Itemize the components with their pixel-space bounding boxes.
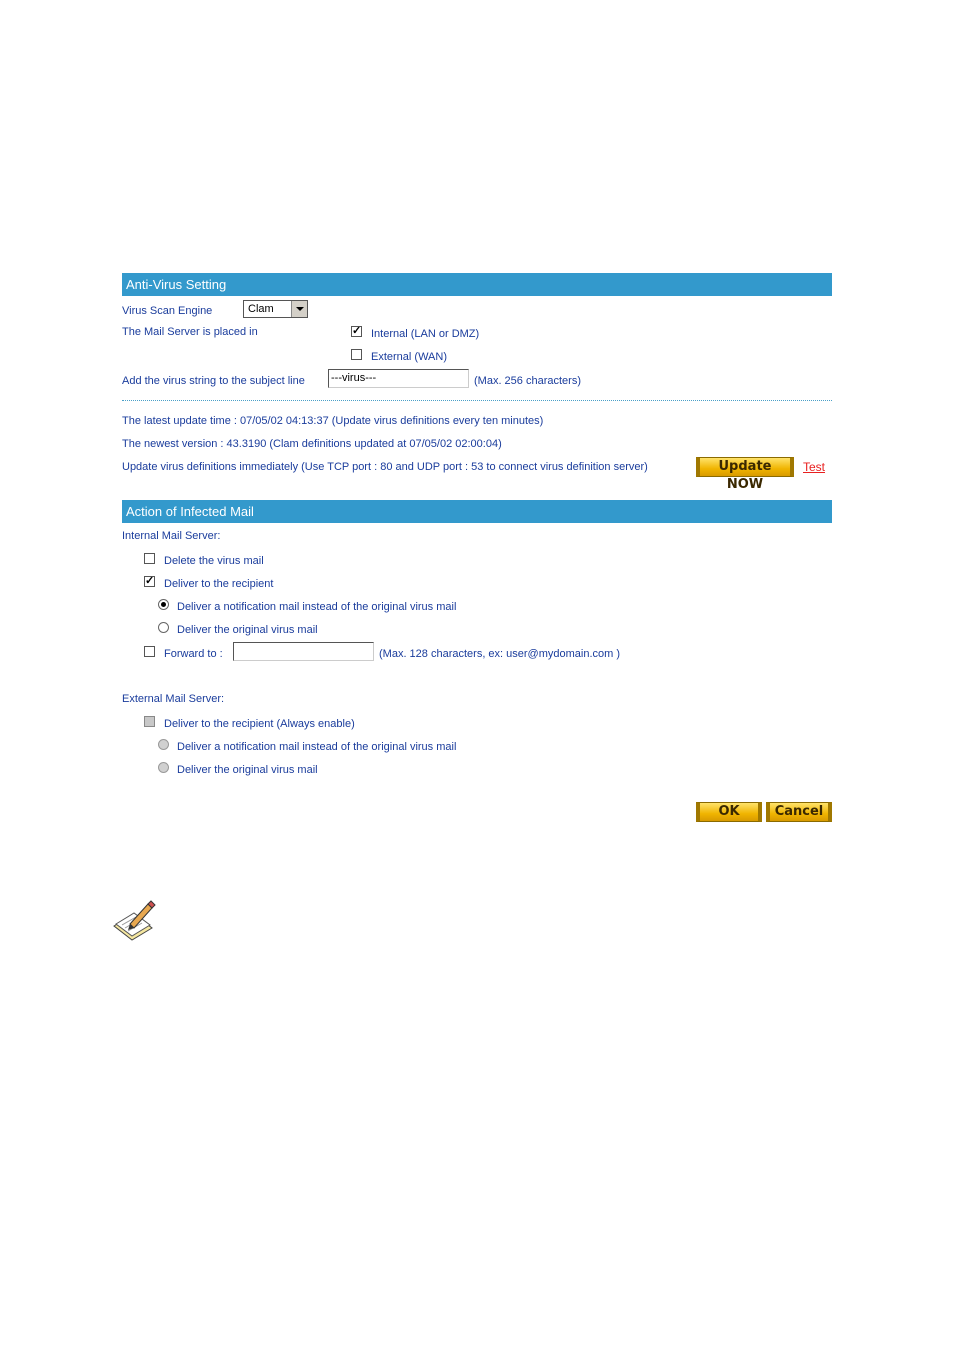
forward-hint: (Max. 128 characters, ex: user@mydomain.com ) xyxy=(379,648,621,660)
internal-checkbox[interactable]: ✓ xyxy=(352,325,362,337)
cancel-button[interactable]: Cancel xyxy=(766,802,832,822)
subject-label: Add the virus string to the subject line xyxy=(122,375,305,387)
action-header: Action of Infected Mail xyxy=(122,500,832,523)
external-server-title: External Mail Server: xyxy=(122,693,225,705)
forward-input[interactable] xyxy=(233,642,374,661)
ok-button[interactable]: OK xyxy=(696,802,762,822)
subject-input[interactable]: ---virus--- xyxy=(328,369,469,388)
notify-label: Deliver a notification mail instead of the original virus mail xyxy=(177,601,457,613)
ext-notify-label: Deliver a notification mail instead of the original virus mail xyxy=(177,741,457,753)
delete-label: Delete the virus mail xyxy=(164,555,264,567)
update-now-label: Update virus definitions immediately (Use TCP port : 80 and UDP port : 53 to connect virus definition server) xyxy=(122,461,648,473)
latest-update-text: The latest update time : 07/05/02 04:13:37 (Update virus definitions every ten minutes) xyxy=(122,415,544,427)
forward-checkbox[interactable] xyxy=(144,646,155,657)
engine-select-value: Clam xyxy=(248,303,274,315)
forward-label: Forward to : xyxy=(164,648,223,660)
deliver-label: Deliver to the recipient xyxy=(164,578,274,590)
deliver-checkbox[interactable]: ✓ xyxy=(145,575,155,587)
engine-label: Virus Scan Engine xyxy=(122,305,213,317)
original-radio[interactable] xyxy=(158,622,169,633)
ext-notify-radio xyxy=(158,739,169,750)
divider xyxy=(122,400,832,401)
engine-select[interactable] xyxy=(243,300,308,318)
update-now-button[interactable]: Update NOW xyxy=(696,457,794,477)
chevron-down-icon[interactable] xyxy=(291,301,307,317)
ext-deliver-label: Deliver to the recipient (Always enable) xyxy=(164,718,355,730)
delete-checkbox[interactable] xyxy=(144,553,155,564)
test-link[interactable]: Test xyxy=(803,460,826,474)
external-label: External (WAN) xyxy=(371,351,447,363)
subject-hint: (Max. 256 characters) xyxy=(474,375,581,387)
mail-server-label: The Mail Server is placed in xyxy=(122,326,258,338)
ext-original-radio xyxy=(158,762,169,773)
notify-radio[interactable] xyxy=(158,599,169,610)
note-pencil-icon xyxy=(110,900,156,942)
original-label: Deliver the original virus mail xyxy=(177,624,318,636)
newest-version-text: The newest version : 43.3190 (Clam definitions updated at 07/05/02 02:00:04) xyxy=(122,438,502,450)
anti-virus-header: Anti-Virus Setting xyxy=(122,273,832,296)
ext-deliver-checkbox xyxy=(144,716,155,727)
internal-label: Internal (LAN or DMZ) xyxy=(371,328,480,340)
ext-original-label: Deliver the original virus mail xyxy=(177,764,318,776)
internal-server-title: Internal Mail Server: xyxy=(122,530,221,542)
external-checkbox[interactable] xyxy=(351,349,362,360)
